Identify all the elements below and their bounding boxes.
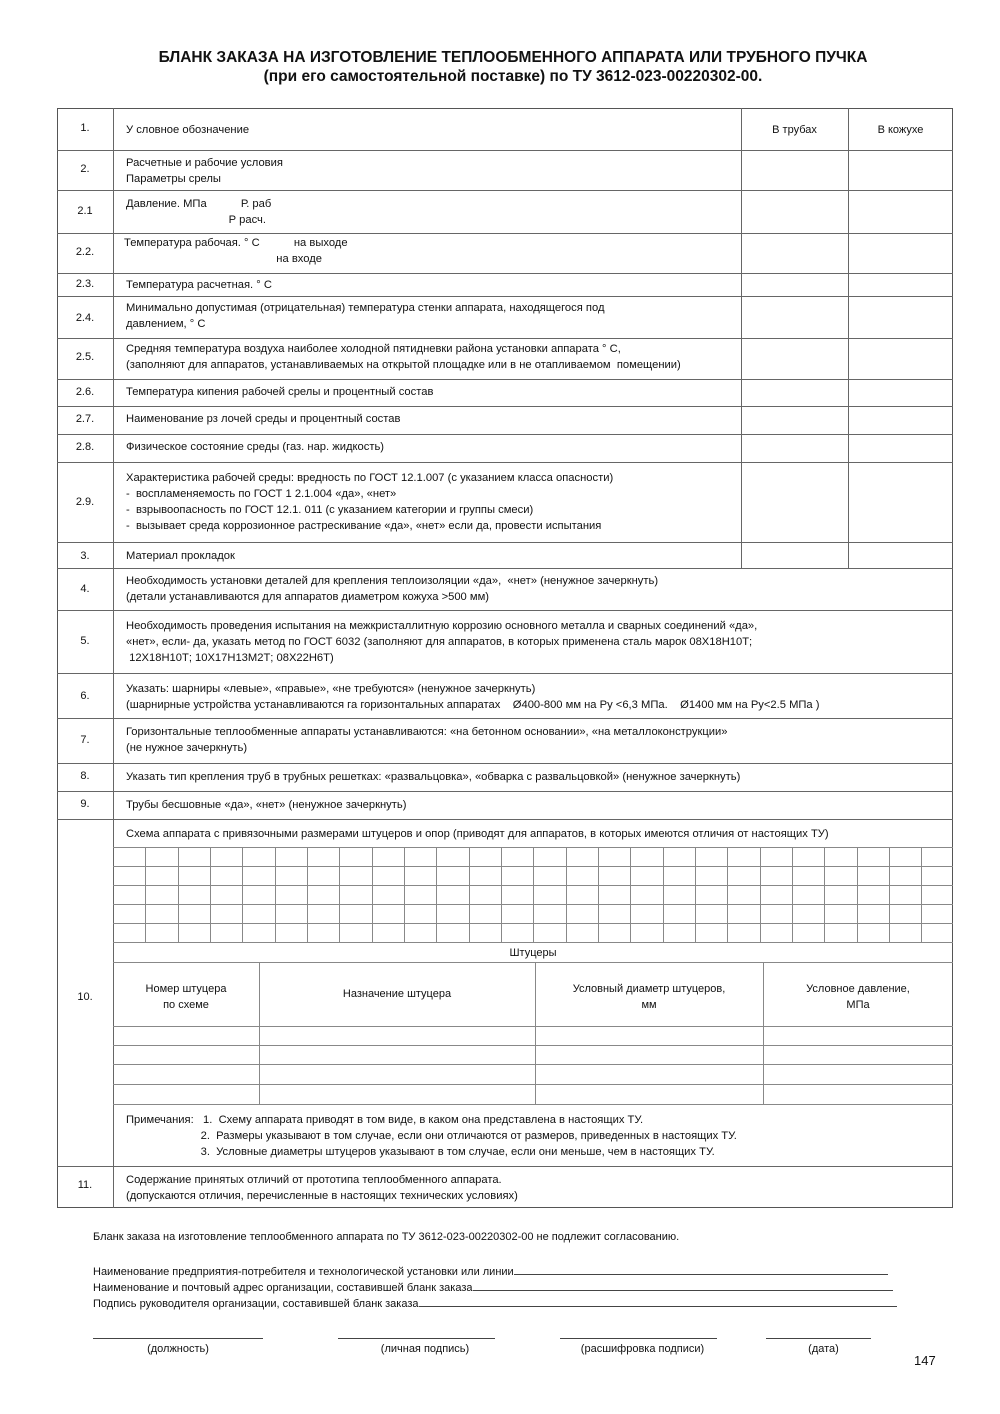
footer-field-enterprise-line[interactable] xyxy=(514,1263,888,1275)
row-separator xyxy=(57,338,953,339)
row-number: 6. xyxy=(80,690,90,702)
row-separator xyxy=(57,434,953,435)
row-number: 2.6. xyxy=(75,386,95,398)
signature-line-personal[interactable] xyxy=(338,1338,495,1339)
row-separator xyxy=(57,1166,953,1167)
row-text-insulation-parts: Необходимость установки деталей для крепления теплоизоляции «да», «нет» (ненужное зачеркнуть) (детали устанавливаются для аппаратов диаметром кожуха >500 мм) xyxy=(126,575,659,603)
row-number: 2.9. xyxy=(75,496,95,508)
footer-field-organization[interactable] xyxy=(93,1279,893,1296)
row-text-hinges: Указать: шарниры «левые», «правые», «не требуются» (ненужное зачеркнуть) (шарнирные устройства устанавливаются га горизонтальных аппаратах Ø400-800 мм на Ру <6,3 МПа. Ø1400 мм на Ру<2.5 МПа ) xyxy=(126,683,820,711)
nozzles-col-number: Номер штуцера по схеме xyxy=(145,983,227,1011)
row-text-min-wall-temperature: Минимально допустимая (отрицательная) температура стенки аппарата, находящегося под давлением, ° С xyxy=(126,302,605,330)
row-separator xyxy=(57,542,953,543)
footer-field-enterprise[interactable] xyxy=(93,1263,888,1280)
nozzles-col-diameter: Условный диаметр штуцеров, мм xyxy=(572,983,726,1011)
row-number: 8. xyxy=(80,770,90,782)
row-number: 9. xyxy=(80,798,90,810)
row-separator xyxy=(57,791,953,792)
row-number: 2.2. xyxy=(75,246,95,258)
row-number: 7. xyxy=(80,734,90,746)
row-text-physical-state: Физическое состояние среды (газ. нар. жидкость) xyxy=(126,441,385,453)
nozzles-col-pressure: Условное давление, МПа xyxy=(806,983,910,1011)
footer-field-organization-line[interactable] xyxy=(473,1279,893,1291)
column-header-shell: В кожухе xyxy=(877,124,924,136)
row-number: 2.3. xyxy=(75,278,95,290)
nozzles-title: Штуцеры xyxy=(509,947,557,959)
footer-field-organization-label: Наименование и почтовый адрес организации, составившей бланк заказа xyxy=(93,1282,473,1294)
signature-line-date[interactable] xyxy=(766,1338,871,1339)
row-text-design-temperature: Температура расчетная. ° С xyxy=(126,279,272,291)
row-separator xyxy=(57,379,953,380)
row-text-designation: У словное обозначение xyxy=(126,124,250,136)
row-separator xyxy=(57,273,953,274)
row-text-gasket-material: Материал прокладок xyxy=(126,550,235,562)
nozzles-col-purpose: Назначение штуцера xyxy=(342,988,452,1000)
row-text-differences: Содержание принятых отличий от прототипа теплообменного аппарата. (допускаются отличия, перечисленные в настоящих технических условиях) xyxy=(126,1174,518,1202)
row-text-air-temperature: Средняя температура воздуха наиболее холодной пятидневки района установки аппарата ° С, (заполняют для аппаратов, устанавливаемых на открытой площадке или в не отапливаемом помещении) xyxy=(126,343,681,371)
row-text-apparatus-scheme: Схема аппарата с привязочными размерами штуцеров и опор (приводят для аппаратов, в которых имеются отличия от настоящих ТУ) xyxy=(126,828,829,840)
row-text-conditions: Расчетные и рабочие условия Параметры срелы xyxy=(126,157,283,185)
row-number: 4. xyxy=(80,583,90,595)
row-number: 11. xyxy=(77,1179,93,1191)
title-line-2: (при его самостоятельной поставке) по ТУ 3612-023-00220302-00. xyxy=(263,68,763,85)
form-title xyxy=(0,48,1000,86)
column-header-tubes: В трубах xyxy=(772,124,817,136)
footer-field-signature[interactable] xyxy=(93,1295,897,1312)
page-number: 147 xyxy=(914,1353,936,1368)
signature-label-transcript: (расшифровка подписи) xyxy=(580,1343,705,1355)
signature-line-transcript[interactable] xyxy=(560,1338,717,1339)
row-separator xyxy=(57,462,953,463)
signature-label-position: (должность) xyxy=(147,1343,209,1355)
row-separator xyxy=(57,819,953,820)
row-text-working-temperature: Температура рабочая. ° С на выходе на входе xyxy=(124,237,348,265)
row-text-pressure: Давление. МПа Р. раб Р расч. xyxy=(126,198,272,226)
signature-label-personal: (личная подпись) xyxy=(380,1343,470,1355)
row-number: 3. xyxy=(80,550,90,562)
row-text-seamless-tubes: Трубы бесшовные «да», «нет» (ненужное зачеркнуть) xyxy=(126,799,407,811)
row-number: 2.7. xyxy=(75,413,95,425)
nozzles-header-top xyxy=(113,962,953,963)
signature-line-position[interactable] xyxy=(93,1338,263,1339)
row-number: 2.8. xyxy=(75,441,95,453)
title-line-1: БЛАНК ЗАКАЗА НА ИЗГОТОВЛЕНИЕ ТЕПЛООБМЕННОГО АППАРАТА ИЛИ ТРУБНОГО ПУЧКА xyxy=(158,49,868,66)
nozzles-col-divider xyxy=(259,962,260,1104)
row-separator xyxy=(57,763,953,764)
row-number: 2.4. xyxy=(75,312,95,324)
row-text-boiling-temperature: Температура кипения рабочей срелы и процентный состав xyxy=(126,386,434,398)
row-separator xyxy=(57,406,953,407)
row-text-corrosion-test: Необходимость проведения испытания на межкристаллитную коррозию основного металла и сварных соединений «да», «нет», если- да, указать метод по ГОСТ 6032 (заполняют для аппаратов, в которых применена сталь марок 08Х18Н10Т; 12Х18Н10Т; 10Х17Н13М2Т; 08Х22Н6Т) xyxy=(126,620,758,664)
row-number: 1. xyxy=(80,122,90,134)
row-separator xyxy=(57,296,953,297)
row-text-tube-fastening: Указать тип крепления труб в трубных решетках: «развальцовка», «обварка с развальцовкой» (ненужное зачеркнуть) xyxy=(126,771,741,783)
row-separator xyxy=(57,190,953,191)
row-separator xyxy=(57,568,953,569)
row-number: 2.1 xyxy=(77,205,93,217)
row-text-medium-name: Наименование рз лочей среды и процентный состав xyxy=(126,413,401,425)
signature-label-date: (дата) xyxy=(808,1343,839,1355)
footer-field-signature-label: Подпись руководителя организации, составившей бланк заказа xyxy=(93,1298,419,1310)
row-text-installation: Горизонтальные теплообменные аппараты устанавливаются: «на бетонном основании», «на металлоконструкции» (не нужное зачеркнуть) xyxy=(126,726,728,754)
row-separator xyxy=(57,233,953,234)
notes-block: Примечания: 1. Схему аппарата приводят в том виде, в каком она представлена в настоящих ТУ. 2. Размеры указывают в том случае, если они отличаются от размеров, приведенных в настоящих ТУ. 3. Условные диаметры штуцеров указывают в том случае, если они меньше, чем в настоящих ТУ. xyxy=(126,1114,737,1158)
row-number: 2. xyxy=(80,163,90,175)
footer-field-signature-line[interactable] xyxy=(419,1295,897,1307)
row-text-medium-characteristics: Характеристика рабочей среды: вредность по ГОСТ 12.1.007 (с указанием класса опасности) - воспламеняемость по ГОСТ 1 2.1.004 «да», «нет» - взрывоопасность по ГОСТ 12.1. 011 (с указанием категории и группы смеси) - вызывает среда коррозионное растрескивание «да», «нет» если да, провести испытания xyxy=(126,472,614,532)
row-number: 10. xyxy=(77,991,93,1003)
footer-statement: Бланк заказа на изготовление теплообменного аппарата по ТУ 3612-023-00220302-00 не подлежит согласованию. xyxy=(93,1231,680,1243)
row-number: 2.5. xyxy=(75,351,95,363)
row-separator xyxy=(57,610,953,611)
row-separator xyxy=(57,718,953,719)
footer-field-enterprise-label: Наименование предприятия-потребителя и технологической установки или линии xyxy=(93,1266,514,1278)
row-separator xyxy=(57,673,953,674)
row-number: 5. xyxy=(80,635,90,647)
row-separator xyxy=(57,150,953,151)
